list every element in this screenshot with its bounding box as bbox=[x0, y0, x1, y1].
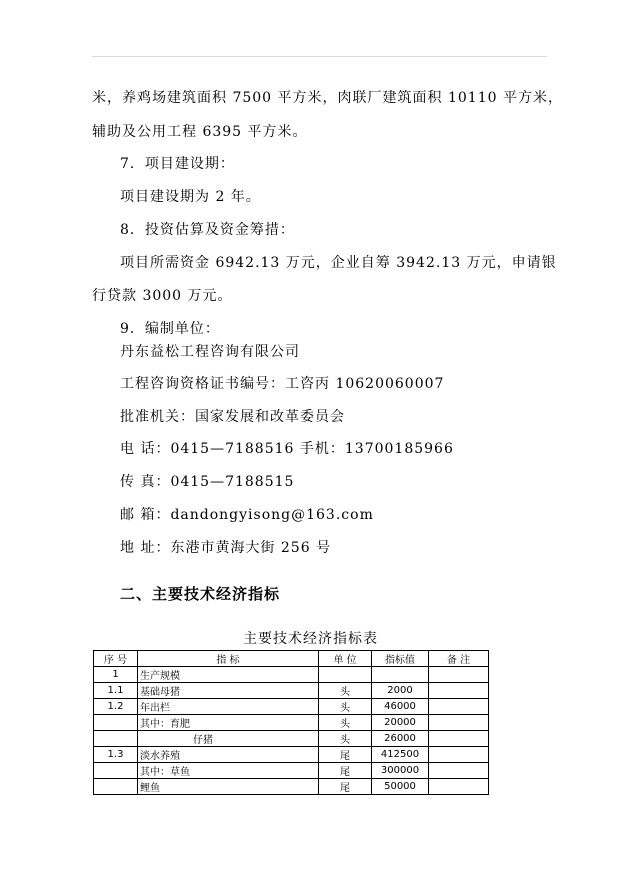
paragraph-line: 项目所需资金 6942.13 万元，企业自筹 3942.13 万元，申请银 bbox=[120, 255, 557, 271]
cell-note bbox=[429, 779, 489, 795]
approval-authority: 批准机关：国家发展和改革委员会 bbox=[120, 409, 345, 425]
cell-item: 鲤鱼 bbox=[138, 779, 319, 795]
paragraph-line: 辅助及公用工程 6395 平方米。 bbox=[92, 124, 308, 140]
cell-no: 1.2 bbox=[94, 699, 138, 715]
header-value: 指标值 bbox=[372, 651, 429, 667]
cell-unit: 头 bbox=[319, 699, 372, 715]
paragraph-line: 米，养鸡场建筑面积 7500 平方米，肉联厂建筑面积 10110 平方米， bbox=[92, 90, 563, 106]
table-row bbox=[94, 731, 489, 747]
header-unit: 单 位 bbox=[319, 651, 372, 667]
cell-no bbox=[94, 763, 138, 779]
cell-unit: 头 bbox=[319, 731, 372, 747]
cell-unit: 尾 bbox=[319, 779, 372, 795]
cell-note bbox=[429, 747, 489, 763]
cell-item: 淡水养殖 bbox=[138, 747, 319, 763]
item-7-heading: 7．项目建设期： bbox=[120, 156, 235, 172]
cell-item: 仔猪 bbox=[138, 731, 319, 747]
header-rule bbox=[92, 56, 547, 57]
cell-value: 412500 bbox=[372, 747, 429, 763]
certificate-number: 工程咨询资格证书编号：工咨丙 10620060007 bbox=[120, 376, 445, 392]
cell-value bbox=[372, 667, 429, 683]
header-item: 指 标 bbox=[138, 651, 319, 667]
cell-note bbox=[429, 667, 489, 683]
table-row bbox=[94, 763, 489, 779]
cell-unit: 头 bbox=[319, 715, 372, 731]
table-header-row bbox=[94, 651, 489, 667]
indicator-table bbox=[93, 650, 489, 795]
cell-note bbox=[429, 763, 489, 779]
cell-unit: 尾 bbox=[319, 763, 372, 779]
section-heading: 二、主要技术经济指标 bbox=[120, 585, 281, 603]
cell-no: 1 bbox=[94, 667, 138, 683]
cell-unit: 头 bbox=[319, 683, 372, 699]
table-row bbox=[94, 683, 489, 699]
cell-item: 其中：草鱼 bbox=[138, 763, 319, 779]
cell-value: 20000 bbox=[372, 715, 429, 731]
paragraph-line: 行贷款 3000 万元。 bbox=[92, 288, 233, 304]
company-name: 丹东益松工程咨询有限公司 bbox=[120, 344, 300, 360]
phone-line: 电 话：0415—7188516 手机：13700185966 bbox=[120, 441, 454, 457]
cell-unit bbox=[319, 667, 372, 683]
header-note: 备 注 bbox=[429, 651, 489, 667]
cell-value: 2000 bbox=[372, 683, 429, 699]
address-line: 地 址：东港市黄海大街 256 号 bbox=[120, 540, 332, 556]
cell-item: 基础母猪 bbox=[138, 683, 319, 699]
cell-no: 1.3 bbox=[94, 747, 138, 763]
fax-line: 传 真：0415—7188515 bbox=[120, 474, 295, 490]
cell-value: 26000 bbox=[372, 731, 429, 747]
cell-unit: 尾 bbox=[319, 747, 372, 763]
email-line: 邮 箱：dandongyisong@163.com bbox=[120, 507, 374, 523]
cell-value: 50000 bbox=[372, 779, 429, 795]
cell-no bbox=[94, 779, 138, 795]
table-caption: 主要技术经济指标表 bbox=[243, 631, 378, 647]
cell-item: 生产规模 bbox=[138, 667, 319, 683]
item-9-heading: 9．编制单位： bbox=[120, 321, 220, 337]
cell-item: 年出栏 bbox=[138, 699, 319, 715]
cell-no bbox=[94, 715, 138, 731]
cell-note bbox=[429, 731, 489, 747]
cell-no: 1.1 bbox=[94, 683, 138, 699]
cell-no bbox=[94, 731, 138, 747]
table-row bbox=[94, 779, 489, 795]
cell-note bbox=[429, 683, 489, 699]
table-row bbox=[94, 667, 489, 683]
table-row bbox=[94, 715, 489, 731]
cell-value: 300000 bbox=[372, 763, 429, 779]
table-row bbox=[94, 747, 489, 763]
cell-note bbox=[429, 715, 489, 731]
item-8-heading: 8．投资估算及资金筹措： bbox=[120, 222, 295, 238]
cell-item: 其中：育肥 bbox=[138, 715, 319, 731]
paragraph-line: 项目建设期为 2 年。 bbox=[120, 189, 261, 205]
cell-note bbox=[429, 699, 489, 715]
header-no: 序 号 bbox=[94, 651, 138, 667]
table-row bbox=[94, 699, 489, 715]
cell-value: 46000 bbox=[372, 699, 429, 715]
